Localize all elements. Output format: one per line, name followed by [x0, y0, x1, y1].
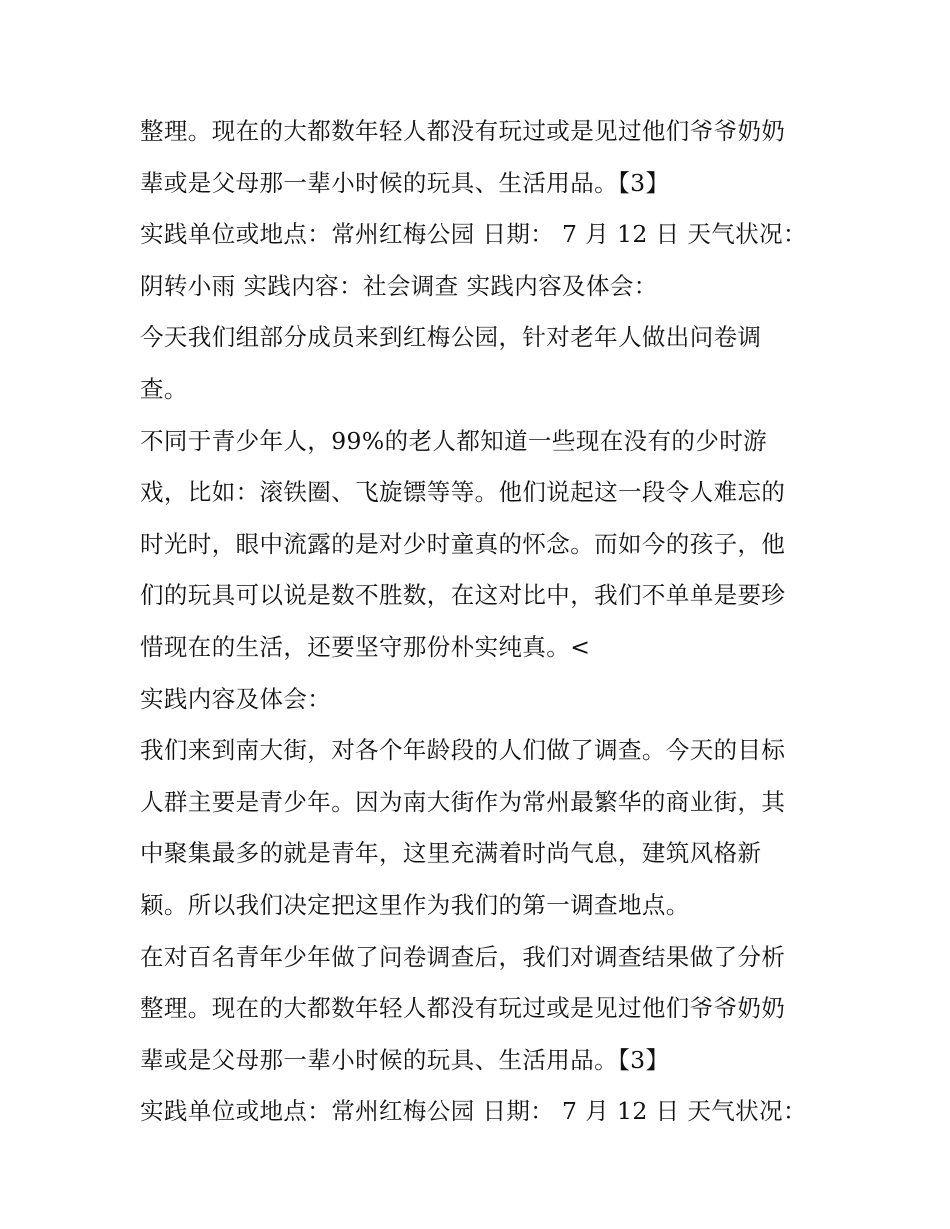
text-line: 中聚集最多的就是青年，这里充满着时尚气息，建筑风格新	[140, 839, 762, 868]
document-body	[140, 106, 820, 1138]
text-line: 在对百名青年少年做了问卷调查后，我们对调查结果做了分析	[140, 942, 786, 971]
text-line: 人群主要是青少年。因为南大街作为常州最繁华的商业街，其	[140, 787, 786, 816]
text-line: 戏，比如：滚铁圈、飞旋镖等等。他们说起这一段令人难忘的	[140, 478, 786, 507]
text-line: 我们来到南大街，对各个年龄段的人们做了调查。今天的目标	[140, 736, 786, 765]
text-line: 整理。现在的大都数年轻人都没有玩过或是见过他们爷爷奶奶	[140, 117, 786, 145]
text-line: 整理。现在的大都数年轻人都没有玩过或是见过他们爷爷奶奶	[140, 994, 786, 1023]
text-line: 们的玩具可以说是数不胜数，在这对比中，我们不单单是要珍	[140, 581, 786, 610]
text-line: 不同于青少年人，99%的老人都知道一些现在没有的少时游	[140, 426, 768, 455]
text-line: 惜现在的生活，还要坚守那份朴实纯真。<	[140, 632, 591, 661]
text-line: 今天我们组部分成员来到红梅公园，针对老年人做出问卷调	[140, 323, 762, 352]
text-line: 实践单位或地点：常州红梅公园 日期： 7 月 12 日 天气状况：	[140, 1097, 807, 1126]
text-line: 查。	[140, 374, 188, 403]
text-line: 颖。所以我们决定把这里作为我们的第一调查地点。	[140, 890, 690, 919]
text-line: 时光时，眼中流露的是对少时童真的怀念。而如今的孩子，他	[140, 529, 786, 558]
text-line: 实践单位或地点：常州红梅公园 日期： 7 月 12 日 天气状况：	[140, 220, 807, 249]
text-line: 实践内容及体会：	[140, 684, 332, 713]
text-line: 阴转小雨 实践内容：社会调查 实践内容及体会：	[140, 271, 658, 300]
text-line: 辈或是父母那一辈小时候的玩具、生活用品。【3】	[140, 168, 670, 197]
text-line: 辈或是父母那一辈小时候的玩具、生活用品。【3】	[140, 1045, 670, 1074]
